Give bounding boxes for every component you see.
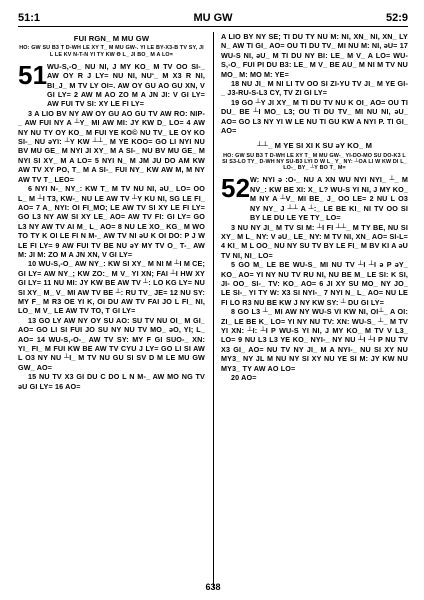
page-number: 638 [205, 582, 221, 592]
header-left-reference: 51:1 [18, 12, 41, 24]
verse-paragraph: 18 NU JI_ M NI LI TV OO SI ZI-YU TV JI_ M YE GI-_ J3-RU-S-L3 CY, TV ZI GI LY= [221, 79, 408, 98]
chapter-lead-text: WU-S,-O_ NU NI, J MY KO_ M TV OO SI-_ AW OY R J LY= NU NI, NU‘_ M X3 R NI, BI_J_ M TV LY OI=. AW OY GU AO GU XN, V GI LY= 2 AW M AO ZO M A JN JI: V GI LY= AW FUI TV SI: XY LE FI LY= [47, 61, 205, 109]
verse-paragraph: 15 NU TV X3 GI DU C DO L N M-_ AW MO NG TV əU GI LY= 16 AO= [18, 372, 205, 391]
header-book-title: MU GW [193, 12, 233, 24]
document-page [18, 12, 408, 590]
verse-paragraph: 19 GO ┴Y JI XY_ M TI DU TV NU K OI_ AO= OU TI DU_ BE ┴I MO_ L3; OU TI DU TV_ MI NU NI, əU_ AO= GO L3 NY YI W LE NU TI GU KW A NYI P. TI GI_ AO= [221, 97, 408, 136]
chapter-number: 51 [18, 59, 48, 90]
running-header [18, 12, 408, 26]
verse-paragraph: 3 NU NY JI_ M TV SI M: ┴I FI ┴┴_ M TY BE, NU SI XY_ M L_ NY: V əU_ LE_ NY: M TV NI, XN_ AO= SI-L= 4 KI_ M L OO_ NU NY SU TV BY LE FI_ M BV KI A əU TV NI, NI_ LO= [221, 222, 408, 260]
header-rule [18, 26, 408, 27]
verse-paragraph: A LIO BY NY SE; TI DU TY NU M: NI, XN_ NI, XN_ LY N_ AW TI GI_ AO= OU TI DU TV_ MI NU M: NI, əU= 17 WU-S NI, əU_ M TI DU NY BI: LE_ M V_ A LO= WU-S,-O_ FUI PI DU B3: LE_ M V_ BE AU_ M NI M TV NU MO_ M: MO M: YE= [221, 32, 408, 79]
verse-paragraph: 20 AO= [231, 373, 257, 383]
verse-paragraph: 3 A LIO BV NY AW OY GU AO GU TV AW RO: NIP-_ AW FUI NY A ┴Y_ MI AW MI: JY KW D_ LO= 4 AW NY NU TY OY KO_ M FUI YE KO© NU TV_ LE OY KO SI-_ NU əYï: ┴Y KW ┴┴_ M YE KOO= GO LI NYI NU BV MU GE_ M NYI JI XY_ M A SI-_ NU BV MU GE_ M NYI SI XY_ M A LO= 5 NYI N_ M JM JU DO AM KW AW TV XY PO, T_ M A SI-_ FUI NY_ KW AW M, M NY AW TV T_ LEO= [18, 108, 205, 184]
verse-paragraph: 5 GO M_ LE BE WU-S_ MI NU TV ┴I ┴I ə P əY_ KO_ AO= YI NY NU TV RU NI, NU BE M_ LE SI: K SI, JI- OO_ SI-_ TV: KO_ AO= 6 JI XY SU MO_ NY JO_ LE SI-_ YI TY W: X3 SI NYI-_ 7 NYI N_ L_ AO= NU LE FI LO R3 NU BE KW J NY KW SY: ┴ DU GI LY= [221, 260, 408, 307]
left-column [18, 32, 205, 391]
chapter-start [221, 175, 408, 222]
verse-paragraph: 10 WU-S,-O_ AW NY_: KW SI XY_ M NI M ┴I M CE; GI LY= AW NY_; KW ZO:_ M V_ YI XN; FAI ┴I HW XY GI LY= 11 NU MI: JY KW BE AW TV ┴: LO KG LY= NU SI XY_ M_ V_ MI AW TV BE ┴: RU TV_ JE= 12 NU SY: MY F_ M R3 OE YI K, OI DU AW TV FAI JO L FI_ NI, LO_ M V_ LE AW TV TO, T GI LY= [18, 259, 205, 316]
verse-paragraph: 8 GO L3 ┴_ MI AW NY WU-S VI KW NI, OI┴_ A OI: ZI_ LE BE K_ LO= YI NY NU TV: XN: WU-S_ ┴_ M TV YI XN: ┴I: ┴I P WU-S YI NI, J MY KO_ M TV V L3_ LO= 9 NU L3 L3 YE KO_ NYI-_ NY NU ┴I ┴I P NU TV X3 GI_ AO= NU TV NY JI_ M A NYI-_ NU SI XY NU MY3_ NY JL M NU NY SI XY NU YE SI M: JY KW NU MY3_ TY AW AO LO= [221, 307, 408, 373]
section-summary: HO: GW SU B3 T D-WH LE XY T_ M MU GW-. YI LE BY-X3-B TV SY, JI L LE KV N-T-N YI TY KW Ɵ L_ JI BO_ M A LO= [19, 45, 204, 58]
verse-paragraph: 13 GO LY AW NY OY SU AO: SU TV NU OI_ M GI_ AO= GO LI SI FUI JO SU NY NU TV MO_ əO, YI; L_ AO= 14 WU-S,-O-_ AW TV SY: MY F GI SUO-_ XN: YI_ FI_ M FUI KW BE AW TV CYU J LY= GO LI SI AW L O3 NY NU ┴I_ M TV NU GU SI SV D M LE MU GW GW_ AO= [18, 315, 205, 372]
chapter-lead-text: W: NYI ə :O-_ NU A XN WU NYI NYI_ ┴_ M NV_: KW BE XI: X_ L? WU-S YI NI, J MY KO_ M NY A ┴V_ MI BE_ J_ OO LE= 2 NU L O3 NY NY_ J ┴┴ A ┴:_ LE BE KI_ NI TV OO SI BY LE DU LE YE TY_ LO= [250, 175, 408, 223]
chapter-start [18, 59, 205, 109]
header-right-reference: 52:9 [385, 12, 408, 24]
column-divider [213, 32, 214, 588]
section-title: FUI RGN_ M MU GW [73, 34, 150, 43]
right-column [221, 32, 408, 382]
verse-paragraph: 6 NYI N-_ NY_: KW T_ M TV NU NI, əU_ LO= OO L_ M ┴I T3, KW-_ NU LE AW TV ┴Y KU NI, SG LE FI_ AO= 7 A_ NYI: OI FI_MO; LE AW TV SI XY LE FI LY= GO L3 NY AW SI XY LE_ AO= AW TV FI: GI LY= GO L3 NY AW TV AI M_ L_ AO= 8 NU LE XO_ KG_ M WO TO TY K OI LE FI N M-_ AW TV NI əU K OI DO: P J W LE FI LY= 9 AW FUI TV BE NU əY MY TV O_ T-_ AW M: JI M: ZO M A JN XN, V GI LY= [18, 184, 205, 259]
section-summary: HO: GW SU B3 T D-WH LE XY T_ M MU GW-_ YI-DO-MO SU DO-K3 L SI S3-LO TY_ D-WH NY SU-B3 LYI D W L_ Y_ NY: ┴OA LI W KW DI L_ LO-_ BY_ ┴Y BO T_ M= [222, 152, 407, 172]
chapter-number: 52 [221, 173, 251, 204]
section-title: ┴┴_ M YE SI XI К SU əY KO_ M [256, 141, 373, 151]
